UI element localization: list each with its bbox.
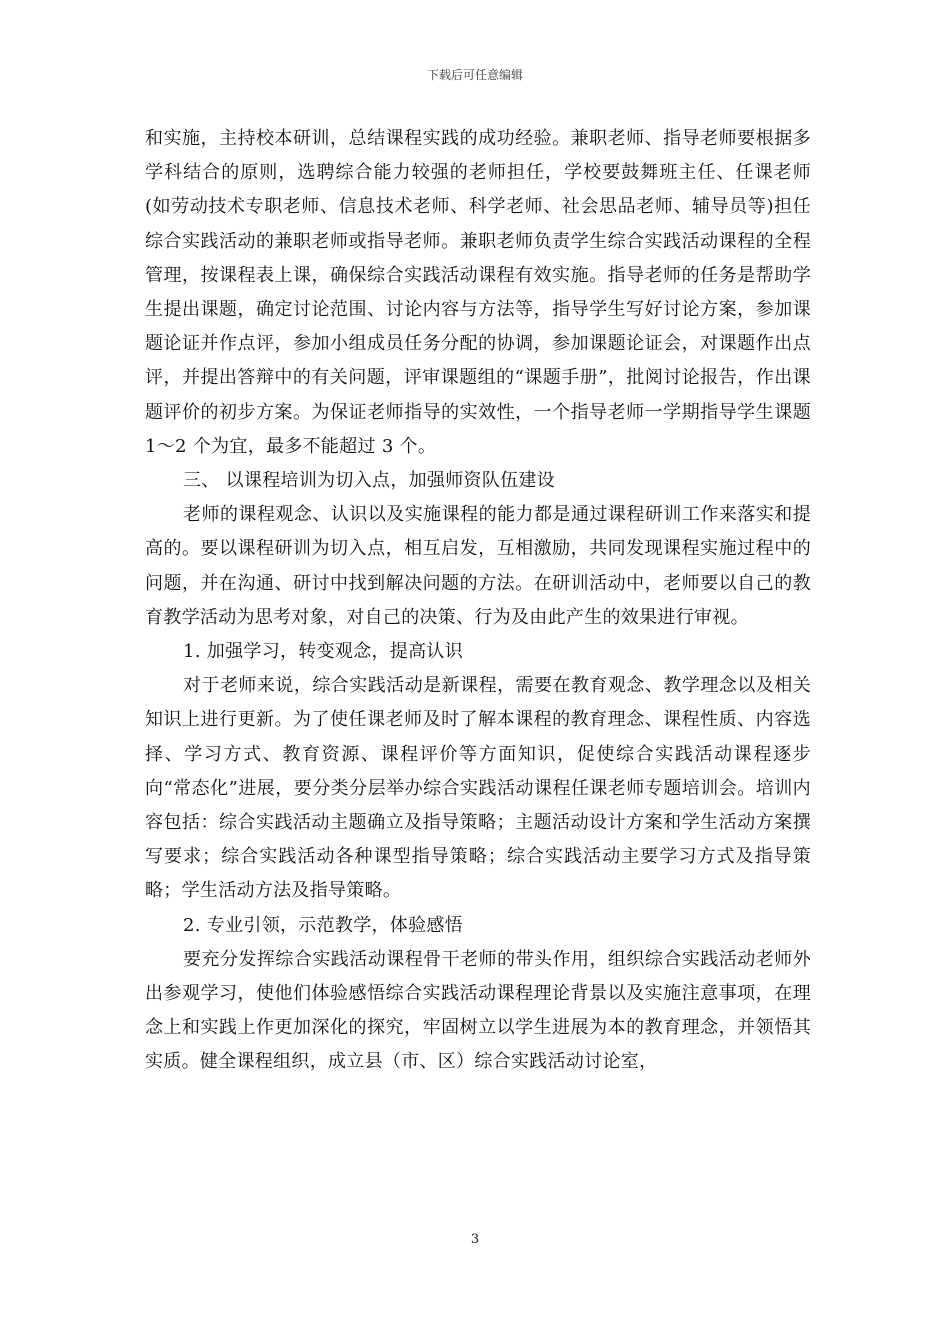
- page-number: 3: [470, 1232, 480, 1247]
- paragraph: 要充分发挥综合实践活动课程骨干老师的带头作用，组织综合实践活动老师外出参观学习，使他们体验感悟综合实践活动课程理论背景以及实施注意事项，在理念上和实践上作更加深化的探究，牢固树立以学生进展为本的教育理念，并领悟其实质。健全课程组织，成立县（市、区）综合实践活动讨论室，: [145, 948, 811, 1073]
- paragraph-continuation: 和实施，主持校本研训，总结课程实践的成功经验。兼职老师、指导老师要根据多学科结合的原则，选聘综合能力较强的老师担任，学校要鼓舞班主任、任课老师(如劳动技术专职老师、信息技术老师、科学老师、社会思品老师、辅导员等)担任综合实践活动的兼职老师或指导老师。兼职老师负责学生综合实践活动课程的全程管理，按课程表上课，确保综合实践活动课程有效实施。指导老师的任务是帮助学生提出课题，确定讨论范围、讨论内容与方法等，指导学生写好讨论方案，参加课题论证并作点评，参加小组成员任务分配的协调，参加课题论证会，对课题作出点评，并提出答辩中的有关问题，评审课题组的“课题手册”，批阅讨论报告，作出课题评价的初步方案。为保证老师指导的实效性，一个指导老师一学期指导学生课题 1～2 个为宜，最多不能超过 3 个。: [145, 128, 811, 457]
- subheading-2: 2. 专业引领，示范教学，体验感悟: [183, 914, 463, 936]
- section-heading-3: 三、 以课程培训为切入点，加强师资队伍建设: [183, 470, 556, 492]
- subheading-1: 1. 加强学习，转变观念，提高认识: [183, 641, 463, 663]
- paragraph: 对于老师来说，综合实践活动是新课程，需要在教育观念、教学理念以及相关知识上进行更新。为了使任课老师及时了解本课程的教育理念、课程性质、内容选择、学习方式、教育资源、课程评价等方面知识，促使综合实践活动课程逐步向“常态化”进展，要分类分层举办综合实践活动课程任课老师专题培训会。培训内容包括：综合实践活动主题确立及指导策略；主题活动设计方案和学生活动方案撰写要求；综合实践活动各种课型指导策略；综合实践活动主要学习方式及指导策略；学生活动方法及指导策略。: [145, 675, 811, 902]
- document-body: [145, 122, 811, 1080]
- page-header: 下载后可任意编辑: [426, 68, 523, 82]
- paragraph: 老师的课程观念、认识以及实施课程的能力都是通过课程研训工作来落实和提高的。要以课程研训为切入点，相互启发，互相激励，共同发现课程实施过程中的问题，并在沟通、研讨中找到解决问题的方法。在研训活动中，老师要以自己的教育教学活动为思考对象，对自己的决策、行为及由此产生的效果进行审视。: [145, 504, 811, 628]
